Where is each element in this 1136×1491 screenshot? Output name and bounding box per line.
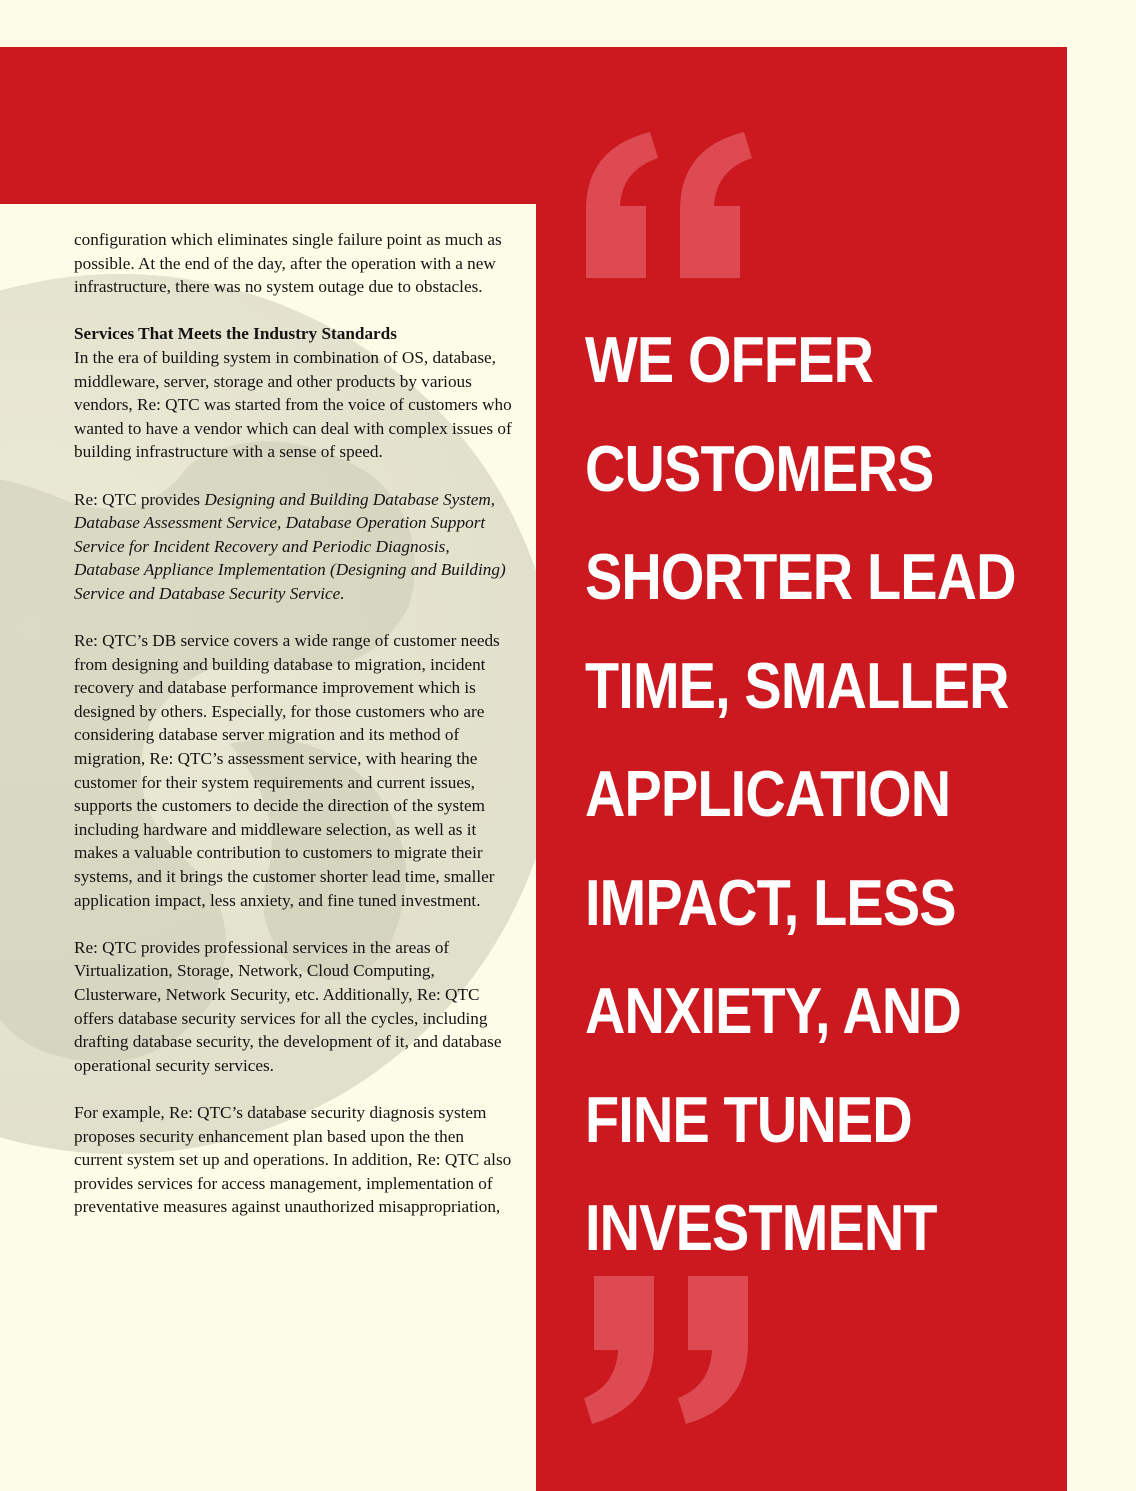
paragraph-4: Re: QTC’s DB service covers a wide range of customer needs from designing and building database to migration, incident recovery and database performance improvement which is designed by others. Especially, for those customers who are considering database server migration and its method of migration, Re: QTC’s assessment service, with hearing the customer for their system requirements and current issues, supports the customers to decide the direction of the system including hardware and middleware selection, as well as it makes a valuable contribution to customers to migrate their systems, and it brings the customer shorter lead time, smaller application impact, less anxiety, and fine tuned investment. [74, 631, 500, 910]
article-text-panel [0, 204, 536, 1491]
paragraph-5: Re: QTC provides professional services in the areas of Virtualization, Storage, Network, Cloud Computing, Clusterware, Network Security, etc. Additionally, Re: QTC offers database security services for all the cycles, including drafting database security, the development of it, and database operational security services. [74, 937, 502, 1075]
paragraph-2 [74, 322, 514, 464]
pull-quote-line: WE OFFER [585, 323, 874, 396]
pull-quote-line: SHORTER LEAD [585, 540, 1016, 613]
paragraph-1: configuration which eliminates single failure point as much as possible. At the end of the day, after the operation with a new infrastructure, there was no system outage due to obstacles. [74, 230, 502, 297]
paragraph-2-text: In the era of building system in combination of OS, database, middleware, server, storage and other products by various vendors, Re: QTC was started from the voice of customers who wanted to have a vendor which can deal with complex issues of building infrastructure with a sense of speed. [74, 347, 512, 462]
paragraph-3 [74, 488, 514, 606]
pull-quote [585, 306, 1016, 1283]
close-quote-icon [584, 1270, 764, 1430]
pull-quote-line: ANXIETY, AND [585, 974, 961, 1047]
services-list: Designing and Building Database System, Database Assessment Service, Database Operation Support Service for Incident Recovery and Periodic Diagnosis, Database Appliance Implementation (Designing and Building) Service and Database Security Service. [74, 489, 506, 603]
pull-quote-line: INVESTMENT [585, 1191, 937, 1264]
section-heading: Services That Meets the Industry Standards [74, 324, 397, 344]
pull-quote-line: TIME, SMALLER [585, 648, 1009, 722]
open-quote-icon [584, 128, 764, 288]
pull-quote-line: FINE TUNED [585, 1082, 912, 1156]
pull-quote-line: IMPACT, LESS [585, 865, 956, 939]
article-body [74, 228, 514, 1243]
paragraph-6: For example, Re: QTC’s database security diagnosis system proposes security enhancement plan based upon the then current system set up and operations. In addition, Re: QTC also provides services for access management, implementation of preventative measures against unauthorized misappropriation, [74, 1102, 512, 1217]
pull-quote-line: CUSTOMERS [585, 431, 934, 505]
pull-quote-line: APPLICATION [585, 757, 951, 830]
paragraph-3-lead: Re: QTC provides [74, 489, 205, 509]
